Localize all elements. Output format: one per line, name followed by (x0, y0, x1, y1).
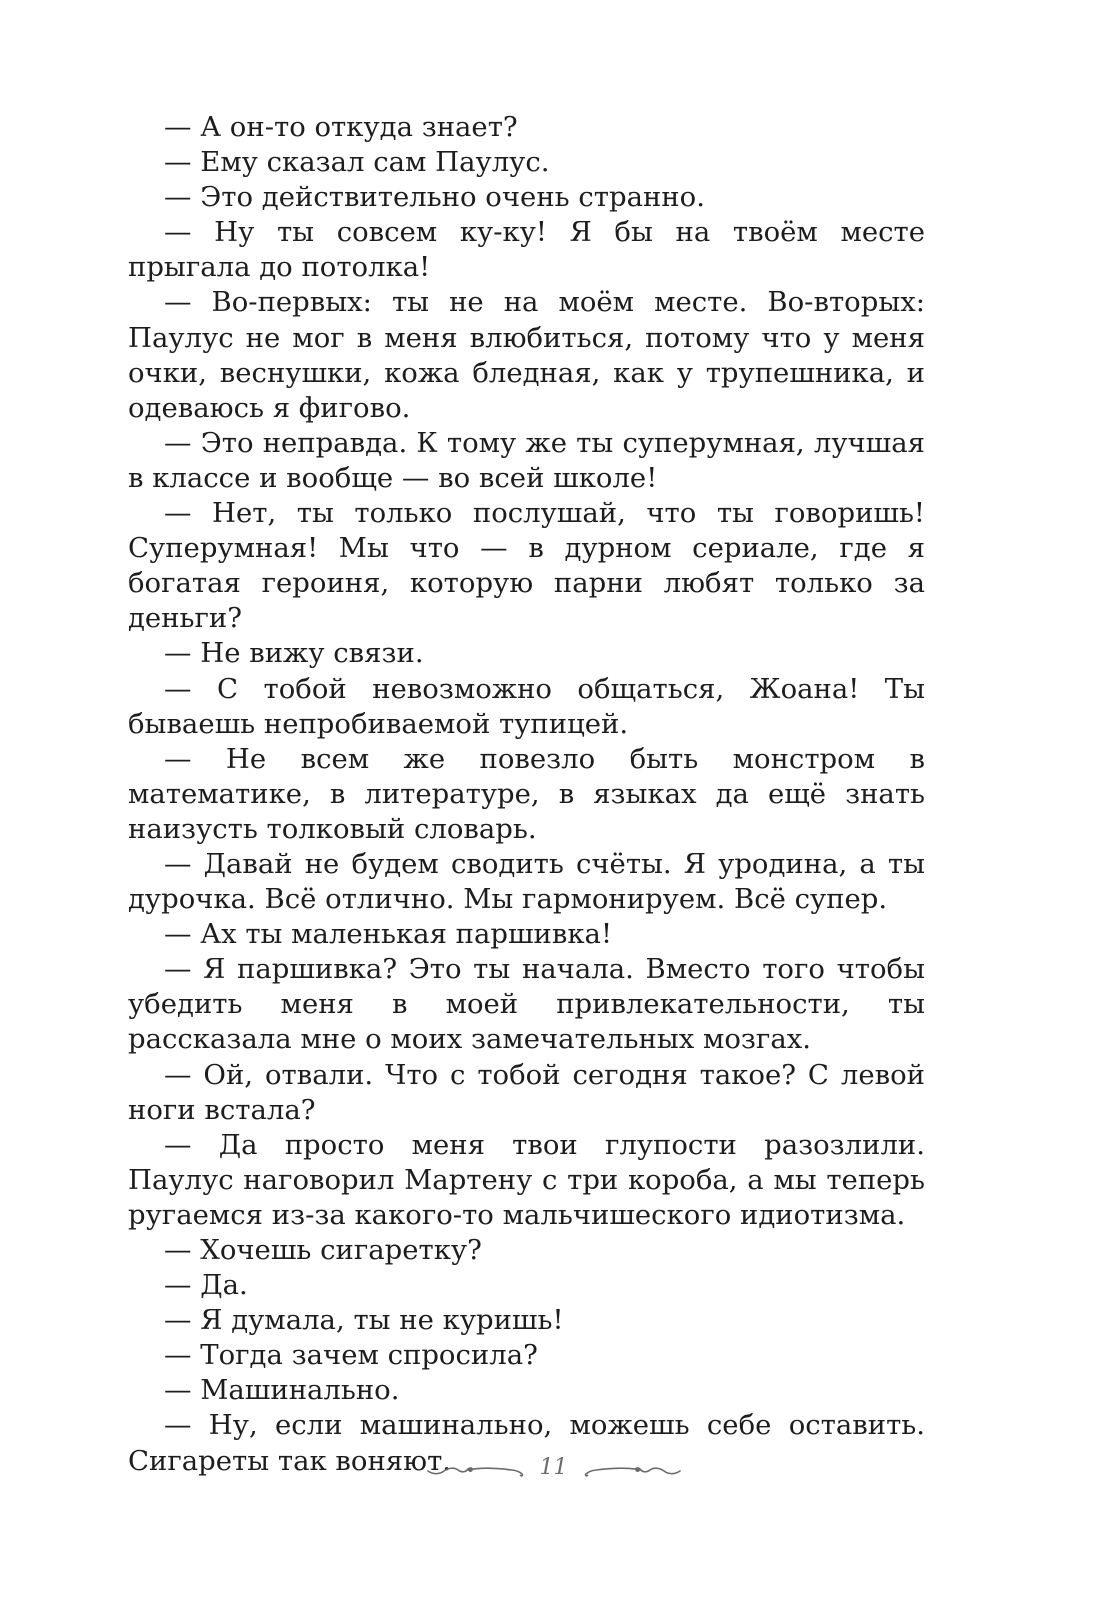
dialogue-line: — Это неправда. К тому же ты суперумная, лучшая в классе и вообще — во всей школе! (128, 426, 925, 494)
dialogue-line: — Ах ты маленькая паршивка! (164, 918, 613, 951)
dialogue-line: — Да просто меня твои глупости разозлили. Паулус наговорил Мартену с три короба, а мы теперь ругаемся из-за какого-то мальчишеского идиотизма. (128, 1128, 925, 1231)
dialogue-line: — Давай не будем сводить счёты. Я уродина, а ты дурочка. Всё отлично. Мы гармонируем. Всё супер. (128, 847, 925, 916)
dialogue-line: — Нет, ты только послушай, что ты говоришь! Суперумная! Мы что — в дурном сериале, где я богатая героиня, которую парни любят только за деньги? (128, 497, 925, 635)
left-flourish-icon (426, 1460, 526, 1480)
dialogue-line: — Не вижу связи. (164, 637, 424, 670)
dialogue-line: — Тогда зачем спросила? (164, 1339, 538, 1372)
dialogue-text (128, 110, 925, 1479)
dialogue-line: — Хочешь сигаретку? (164, 1234, 482, 1266)
right-flourish-icon (582, 1460, 682, 1480)
dialogue-line: — Ой, отвали. Что с тобой сегодня такое? С левой ноги встала? (128, 1058, 925, 1126)
dialogue-line: — Ну ты совсем ку-ку! Я бы на твоём месте прыгала до потолка! (128, 216, 925, 284)
dialogue-line: — Во-первых: ты не на моём месте. Во-вторых: Паулус не мог в меня влюбиться, потому что у меня очки, веснушки, кожа бледная, как у трупешника, и одеваюсь я фигово. (128, 286, 925, 424)
dialogue-line: — Да. (164, 1269, 248, 1302)
dialogue-line: — Я паршивка? Это ты начала. Вместо того чтобы убедить меня в моей привлекательности, ты рассказала мне о моих замечательных мозгах. (128, 953, 925, 1056)
dialogue-line: — Ему сказал сам Паулус. (164, 146, 550, 179)
dialogue-line: — Ну, если машинально, можешь себе оставить. Сигареты так воняют. (128, 1409, 925, 1477)
dialogue-line: — С тобой невозможно общаться, Жоана! Ты бываешь непробиваемой тупицей. (128, 672, 925, 740)
dialogue-line: — Машинально. (164, 1374, 400, 1407)
page-number: 11 (539, 1455, 568, 1480)
dialogue-line: — А он-то откуда знает? (164, 111, 518, 143)
page-footer (0, 1453, 1107, 1487)
dialogue-line: — Я думала, ты не куришь! (164, 1304, 564, 1337)
dialogue-line: — Не всем же повезло быть монстром в математике, в литературе, в языках да ещё знать наизусть толковый словарь. (128, 742, 925, 845)
dialogue-line: — Это действительно очень странно. (164, 181, 705, 214)
